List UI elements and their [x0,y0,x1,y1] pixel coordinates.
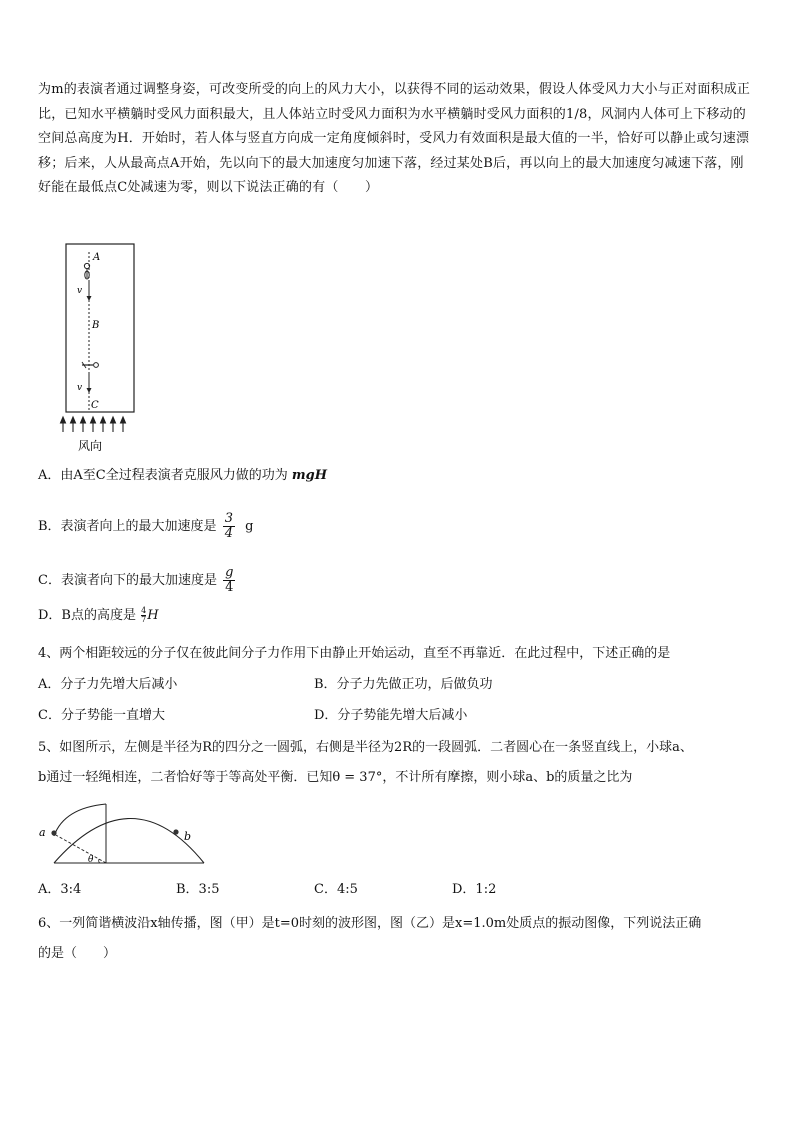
q6-stem-line2: 的是（ ） [38,946,117,961]
velocity-arrow-icon [87,388,92,393]
q3-option-d: D．B点的高度是 $\frac{4}{7}$ H [38,606,159,624]
q3-option-c: C．表演者向下的最大加速度是 $\frac{g}{4}$ [38,565,234,595]
label-b: B [92,320,100,331]
q4-stem: 4、两个相距较远的分子仅在彼此间分子力作用下由静止开始运动，直至不再靠近．在此过程中，下述正确的是 [38,646,671,661]
label-ball-b: b [184,830,192,843]
wind-tunnel-figure [60,240,140,455]
q3-stem: 为m的表演者通过调整身姿，可改变所受的向上的风力大小，以获得不同的运动效果，假设人体受风力大小与正对面积成正比，已知水平横躺时受风力面积最大，且人体站立时受风力面积为水平横躺时受风力面积的1/8，风洞内人体可上下移动的空间总高度为H．开始时，若人体与竖直方向成一定角度倾斜时，受风力有效面积是最大值的一半，恰好可以静止或匀速漂移；后来，人从最高点A开始，先以向下的最大加速度匀加速下落，经过某处B后，再以向上的最大加速度匀减速下落，刚好能在最低点C处减速为零，则以下说法正确的有（ ） [38,82,751,195]
q5-stem-line1: 5、如图所示，左侧是半径为R的四分之一圆弧，右侧是半径为2R的一段圆弧．二者圆心在一条竖直线上，小球a、 [38,740,693,755]
q4-option-b: B．分子力先做正功，后做负功 [314,677,493,692]
large-arc [54,819,204,864]
q5-option-a: A．3:4 [38,882,82,897]
q5-option-b: B．3:5 [176,882,220,897]
q3-option-b: B．表演者向上的最大加速度是 $\frac{3}{4}$ g [38,511,254,541]
label-c: C [91,400,99,411]
q3-option-a-expr: mgH [291,468,328,483]
wind-arrows [61,417,126,432]
q5-stem-line2: b通过一轻绳相连，二者恰好等于等高处平衡．已知θ = 37°，不计所有摩擦，则小球a、b的质量之比为 [38,770,633,785]
arc-figure [36,796,216,870]
label-a: A [93,252,101,263]
label-ball-a: a [39,826,46,839]
q6-stem-line1: 6、一列简谐横波沿x轴传播，图（甲）是t=0时刻的波形图，图（乙）是x=1.0m处质点的振动图像，下列说法正确 [38,916,702,931]
fraction: $\frac{g}{4}$ [225,565,234,595]
label-v1: v [77,286,83,296]
q4-option-c: C．分子势能一直增大 [38,708,165,723]
wind-direction-caption: 风向 [78,439,103,453]
label-v2: v [77,383,83,393]
fraction: $\frac{3}{4}$ [224,511,233,541]
q5-option-d: D．1:2 [452,882,497,897]
q3-option-a: A．由A至C全过程表演者克服风力做的功为 mgH [38,468,328,483]
q4-option-a: A．分子力先增大后减小 [38,677,178,692]
label-theta: θ [88,855,94,865]
velocity-arrow-icon [87,296,92,301]
ball-a [51,830,56,835]
quarter-arc [54,804,106,836]
ball-b [173,829,178,834]
q5-option-c: C．4:5 [314,882,358,897]
q4-option-d: D．分子势能先增大后减小 [314,708,468,723]
fraction: $\frac{4}{7}$ [141,606,147,624]
